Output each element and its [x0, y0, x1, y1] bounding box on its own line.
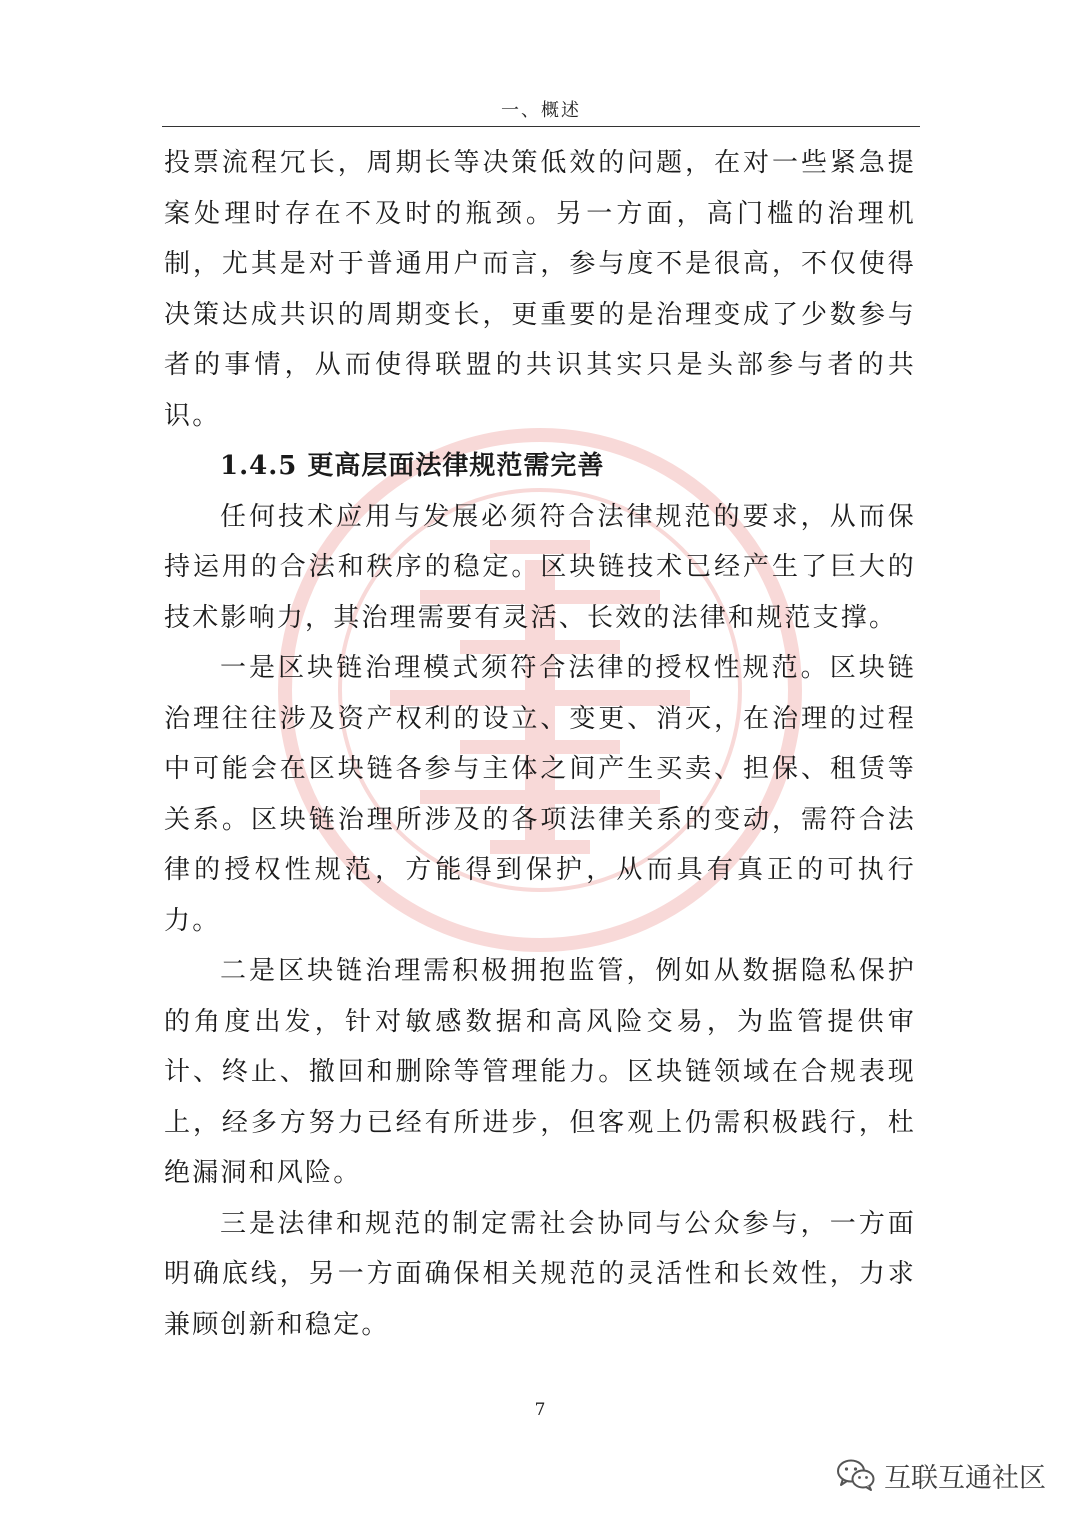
- paragraph-point-one: 一是区块链治理模式须符合法律的授权性规范。区块链治理往往涉及资产权利的设立、变更、消灭，在治理的过程中可能会在区块链各参与主体之间产生买卖、担保、租赁等关系。区块链治理所涉及的各项法律关系的变动，需符合法律的授权性规范，方能得到保护，从而具有真正的可执行力。: [164, 653, 916, 936]
- wechat-icon: [836, 1458, 876, 1492]
- running-header: 一、概述: [501, 100, 581, 121]
- section-heading: 1.4.5 更高层面法律规范需完善: [220, 451, 605, 481]
- paragraph-intro: 任何技术应用与发展必须符合法律规范的要求，从而保持运用的合法和秩序的稳定。区块链技术已经产生了巨大的技术影响力，其治理需要有灵活、长效的法律和规范支撑。: [164, 501, 916, 633]
- paragraph-point-two: 二是区块链治理需积极拥抱监管，例如从数据隐私保护的角度出发，针对敏感数据和高风险交易，为监管提供审计、终止、撤回和删除等管理能力。区块链领域在合规表现上，经多方努力已经有所进步，但客观上仍需积极践行，杜绝漏洞和风险。: [164, 956, 916, 1188]
- paragraph-point-three: 三是法律和规范的制定需社会协同与公众参与，一方面明确底线，另一方面确保相关规范的灵活性和长效性，力求兼顾创新和稳定。: [164, 1208, 916, 1340]
- brand-name: 互联互通社区: [884, 1462, 1046, 1494]
- page-number: 7: [534, 1400, 546, 1420]
- header-divider: [162, 126, 920, 127]
- body-text: [164, 138, 916, 1350]
- paragraph-continued: 投票流程冗长，周期长等决策低效的问题，在对一些紧急提案处理时存在不及时的瓶颈。另一方面，高门槛的治理机制，尤其是对于普通用户而言，参与度不是很高，不仅使得决策达成共识的周期变长，更重要的是治理变成了少数参与者的事情，从而使得联盟的共识其实只是头部参与者的共识。: [164, 148, 916, 431]
- source-watermark: [836, 1455, 1046, 1495]
